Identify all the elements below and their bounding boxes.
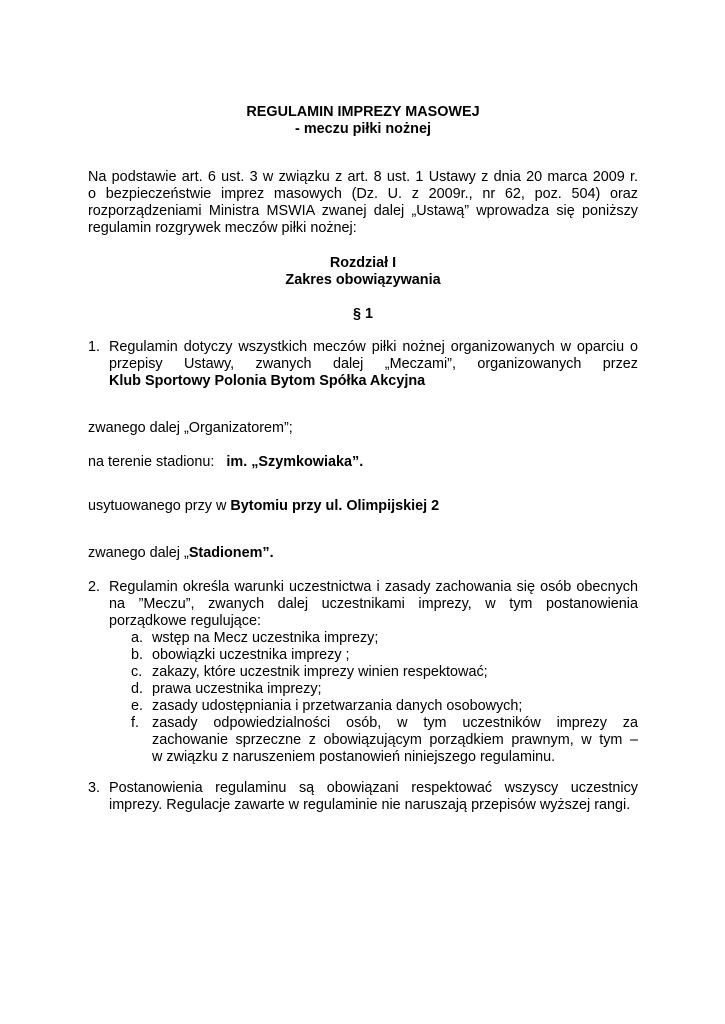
item-number: 3.: [88, 780, 101, 796]
intro-paragraph: [88, 169, 638, 237]
stadium-line: [88, 454, 363, 471]
sub-item-letter: e.: [131, 698, 144, 714]
document-subtitle: - meczu piłki nożnej: [295, 121, 431, 137]
sub-item-line: zachowanie sprzeczne z obowiązującym porządkiem prawnym, w tym –: [152, 732, 638, 748]
stadium-name: im. „Szymkowiaka”.: [226, 454, 364, 470]
organizer-name: Klub Sportowy Polonia Bytom Spółka Akcyjna: [109, 373, 426, 389]
sub-item-text: zakazy, które uczestnik imprezy winien respektować;: [152, 664, 488, 680]
intro-line: o bezpieczeństwie imprez masowych (Dz. U. z 2009r., nr 62, poz. 504) oraz: [88, 186, 638, 202]
organizer-alias: zwanego dalej „Organizatorem”;: [88, 420, 293, 436]
sub-item-text: prawa uczestnika imprezy;: [152, 681, 322, 697]
item-3-text: [109, 780, 638, 814]
chapter-number: Rozdział I: [329, 255, 397, 271]
item-line: Regulamin określa warunki uczestnictwa i zasady zachowania się osób obecnych: [109, 579, 638, 595]
item-2-text: [109, 579, 638, 630]
sub-item-text: zasady udostępniania i przetwarzania danych osobowych;: [152, 698, 523, 714]
location-prefix: usytuowanego przy w: [88, 498, 231, 514]
intro-line: regulamin rozgrywek meczów piłki nożnej:: [88, 220, 357, 236]
sub-item-letter: d.: [131, 681, 144, 697]
item-line: na ”Meczu”, zwanych dalej uczestnikami imprezy, w tym postanowienia: [109, 596, 638, 612]
intro-line: rozporządzeniami Ministra MSWIA zwanej dalej „Ustawą” wprowadza się poniższy: [88, 203, 638, 219]
item-1-text: [109, 339, 638, 390]
location-address: Bytomiu przy ul. Olimpijskiej 2: [230, 498, 440, 514]
stadium-alias-name: Stadionem”.: [188, 545, 274, 561]
location-line: [88, 498, 439, 515]
paragraph-label: § 1: [352, 306, 373, 322]
sub-item-text: wstęp na Mecz uczestnika imprezy;: [152, 630, 379, 646]
item-line: przepisy Ustawy, zwanych dalej „Meczami”, organizowanych przez: [109, 356, 638, 372]
item-number: 2.: [88, 579, 101, 595]
chapter-title: Zakres obowiązywania: [285, 272, 441, 288]
stadium-alias-line: [88, 545, 274, 562]
intro-line: Na podstawie art. 6 ust. 3 w związku z art. 8 ust. 1 Ustawy z dnia 20 marca 2009 r.: [88, 169, 638, 185]
sub-item-letter: f.: [131, 715, 139, 731]
sub-item-letter: b.: [131, 647, 144, 663]
sub-item-line: zasady odpowiedzialności osób, w tym uczestników imprezy za: [152, 715, 638, 731]
sub-item-line: w związku z naruszeniem postanowień niniejszego regulaminu.: [152, 749, 556, 765]
item-number: 1.: [88, 339, 101, 355]
item-line: Regulamin dotyczy wszystkich meczów piłki nożnej organizowanych w oparciu o: [109, 339, 638, 355]
item-line: Postanowienia regulaminu są obowiązani respektować wszyscy uczestnicy: [109, 780, 638, 796]
stadium-alias-prefix: zwanego dalej „: [88, 545, 189, 561]
item-line: porządkowe regulujące:: [109, 613, 261, 629]
sub-item-letter: c.: [131, 664, 143, 680]
stadium-prefix: na terenie stadionu:: [88, 454, 215, 470]
sub-item-letter: a.: [131, 630, 144, 646]
document-title: REGULAMIN IMPREZY MASOWEJ: [246, 104, 480, 120]
sub-item-text: obowiązki uczestnika imprezy ;: [152, 647, 350, 663]
item-line: imprezy. Regulacje zawarte w regulaminie nie naruszają przepisów wyższej rangi.: [109, 797, 631, 813]
sub-item-f-text: [152, 715, 638, 766]
